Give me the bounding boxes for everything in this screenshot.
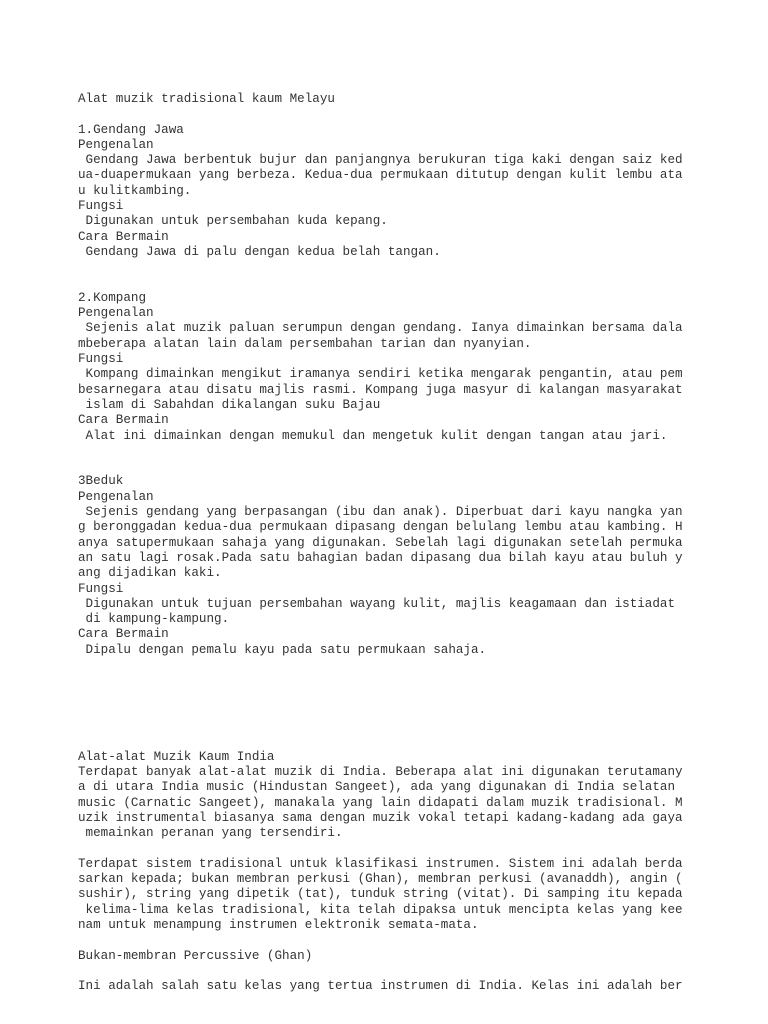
section-heading: 2.Kompang (78, 290, 147, 305)
intro-label: Pengenalan (78, 489, 154, 504)
function-label: Fungsi (78, 199, 124, 214)
intro-line: an satu lagi rosak.Pada satu bahagian badan dipasang dua bilah kayu atau buluh y (78, 550, 683, 565)
section-heading: 1.Gendang Jawa (78, 122, 184, 137)
paragraph-line: Ini adalah salah satu kelas yang tertua instrumen di India. Kelas ini adalah ber (78, 979, 683, 994)
paragraph-line: Terdapat banyak alat-alat muzik di India. Beberapa alat ini digunakan terutamany (78, 765, 683, 780)
function-line: di kampung-kampung. (78, 612, 230, 627)
paragraph-line: uzik instrumental biasanya sama dengan muzik vokal tetapi kadang-kadang ada gaya (78, 810, 683, 825)
play-label: Cara Bermain (78, 627, 169, 642)
intro-line: ua-duapermukaan yang berbeza. Kedua-dua permukaan ditutup dengan kulit lembu ata (78, 168, 683, 183)
function-line: besarnegara atau disatu majlis rasmi. Kompang juga masyur di kalangan masyarakat (78, 382, 683, 397)
paragraph-line: nam untuk menampung instrumen elektronik semata-mata. (78, 918, 479, 933)
intro-line: Sejenis gendang yang berpasangan (ibu dan anak). Diperbuat dari kayu nangka yan (78, 505, 683, 520)
section-kompang (78, 291, 758, 444)
intro-line: Sejenis alat muzik paluan serumpun dengan gendang. Ianya dimainkan bersama dala (78, 321, 683, 336)
intro-line: anya satupermukaan sahaja yang digunakan. Sebelah lagi digunakan setelah permuka (78, 535, 683, 550)
intro-line: mbeberapa alatan lain dalam persembahan tarian dan nyanyian. (78, 336, 532, 351)
intro-label: Pengenalan (78, 306, 154, 321)
play-line: Dipalu dengan pemalu kayu pada satu permukaan sahaja. (78, 642, 487, 657)
intro-label: Pengenalan (78, 137, 154, 152)
play-line: Alat ini dimainkan dengan memukul dan mengetuk kulit dengan tangan atau jari. (78, 428, 668, 443)
intro-line: Gendang Jawa berbentuk bujur dan panjangnya berukuran tiga kaki dengan saiz ked (78, 153, 683, 168)
intro-line: u kulitkambing. (78, 183, 192, 198)
function-label: Fungsi (78, 581, 124, 596)
function-label: Fungsi (78, 352, 124, 367)
paragraph-line: sushir), string yang dipetik (tat), tunduk string (vitat). Di samping itu kepada (78, 887, 683, 902)
paragraph-line: a di utara India music (Hindustan Sangeet), ada yang digunakan di India selatan (78, 780, 676, 795)
paragraph-line: memainkan peranan yang tersendiri. (78, 826, 343, 841)
play-label: Cara Bermain (78, 413, 169, 428)
function-line: Digunakan untuk persembahan kuda kepang. (78, 214, 388, 229)
document-title: Alat muzik tradisional kaum Melayu (78, 92, 335, 106)
section-gendang-jawa (78, 123, 758, 261)
paragraph-line: Terdapat sistem tradisional untuk klasifikasi instrumen. Sistem ini adalah berda (78, 856, 683, 871)
section-heading: 3Beduk (78, 474, 124, 489)
paragraph-line: music (Carnatic Sangeet), manakala yang lain didapati dalam muzik tradisional. M (78, 795, 683, 810)
sub-heading: Bukan-membran Percussive (Ghan) (78, 948, 313, 963)
section-india (78, 750, 758, 995)
function-line: Digunakan untuk tujuan persembahan wayang kulit, majlis keagamaan dan istiadat (78, 596, 676, 611)
play-label: Cara Bermain (78, 229, 169, 244)
section-heading: Alat-alat Muzik Kaum India (78, 749, 275, 764)
section-beduk (78, 474, 758, 658)
function-line: islam di Sabahdan dikalangan suku Bajau (78, 397, 381, 412)
function-line: Kompang dimainkan mengikut iramanya sendiri ketika mengarak pengantin, atau pem (78, 367, 683, 382)
play-line: Gendang Jawa di palu dengan kedua belah tangan. (78, 244, 441, 259)
paragraph-line: sarkan kepada; bukan membran perkusi (Ghan), membran perkusi (avanaddh), angin ( (78, 872, 683, 887)
intro-line: ang dijadikan kaki. (78, 566, 222, 581)
paragraph-line: kelima-lima kelas tradisional, kita telah dipaksa untuk mencipta kelas yang kee (78, 902, 683, 917)
document-body (78, 92, 758, 995)
intro-line: g beronggadan kedua-dua permukaan dipasang dengan belulang lembu atau kambing. H (78, 520, 683, 535)
